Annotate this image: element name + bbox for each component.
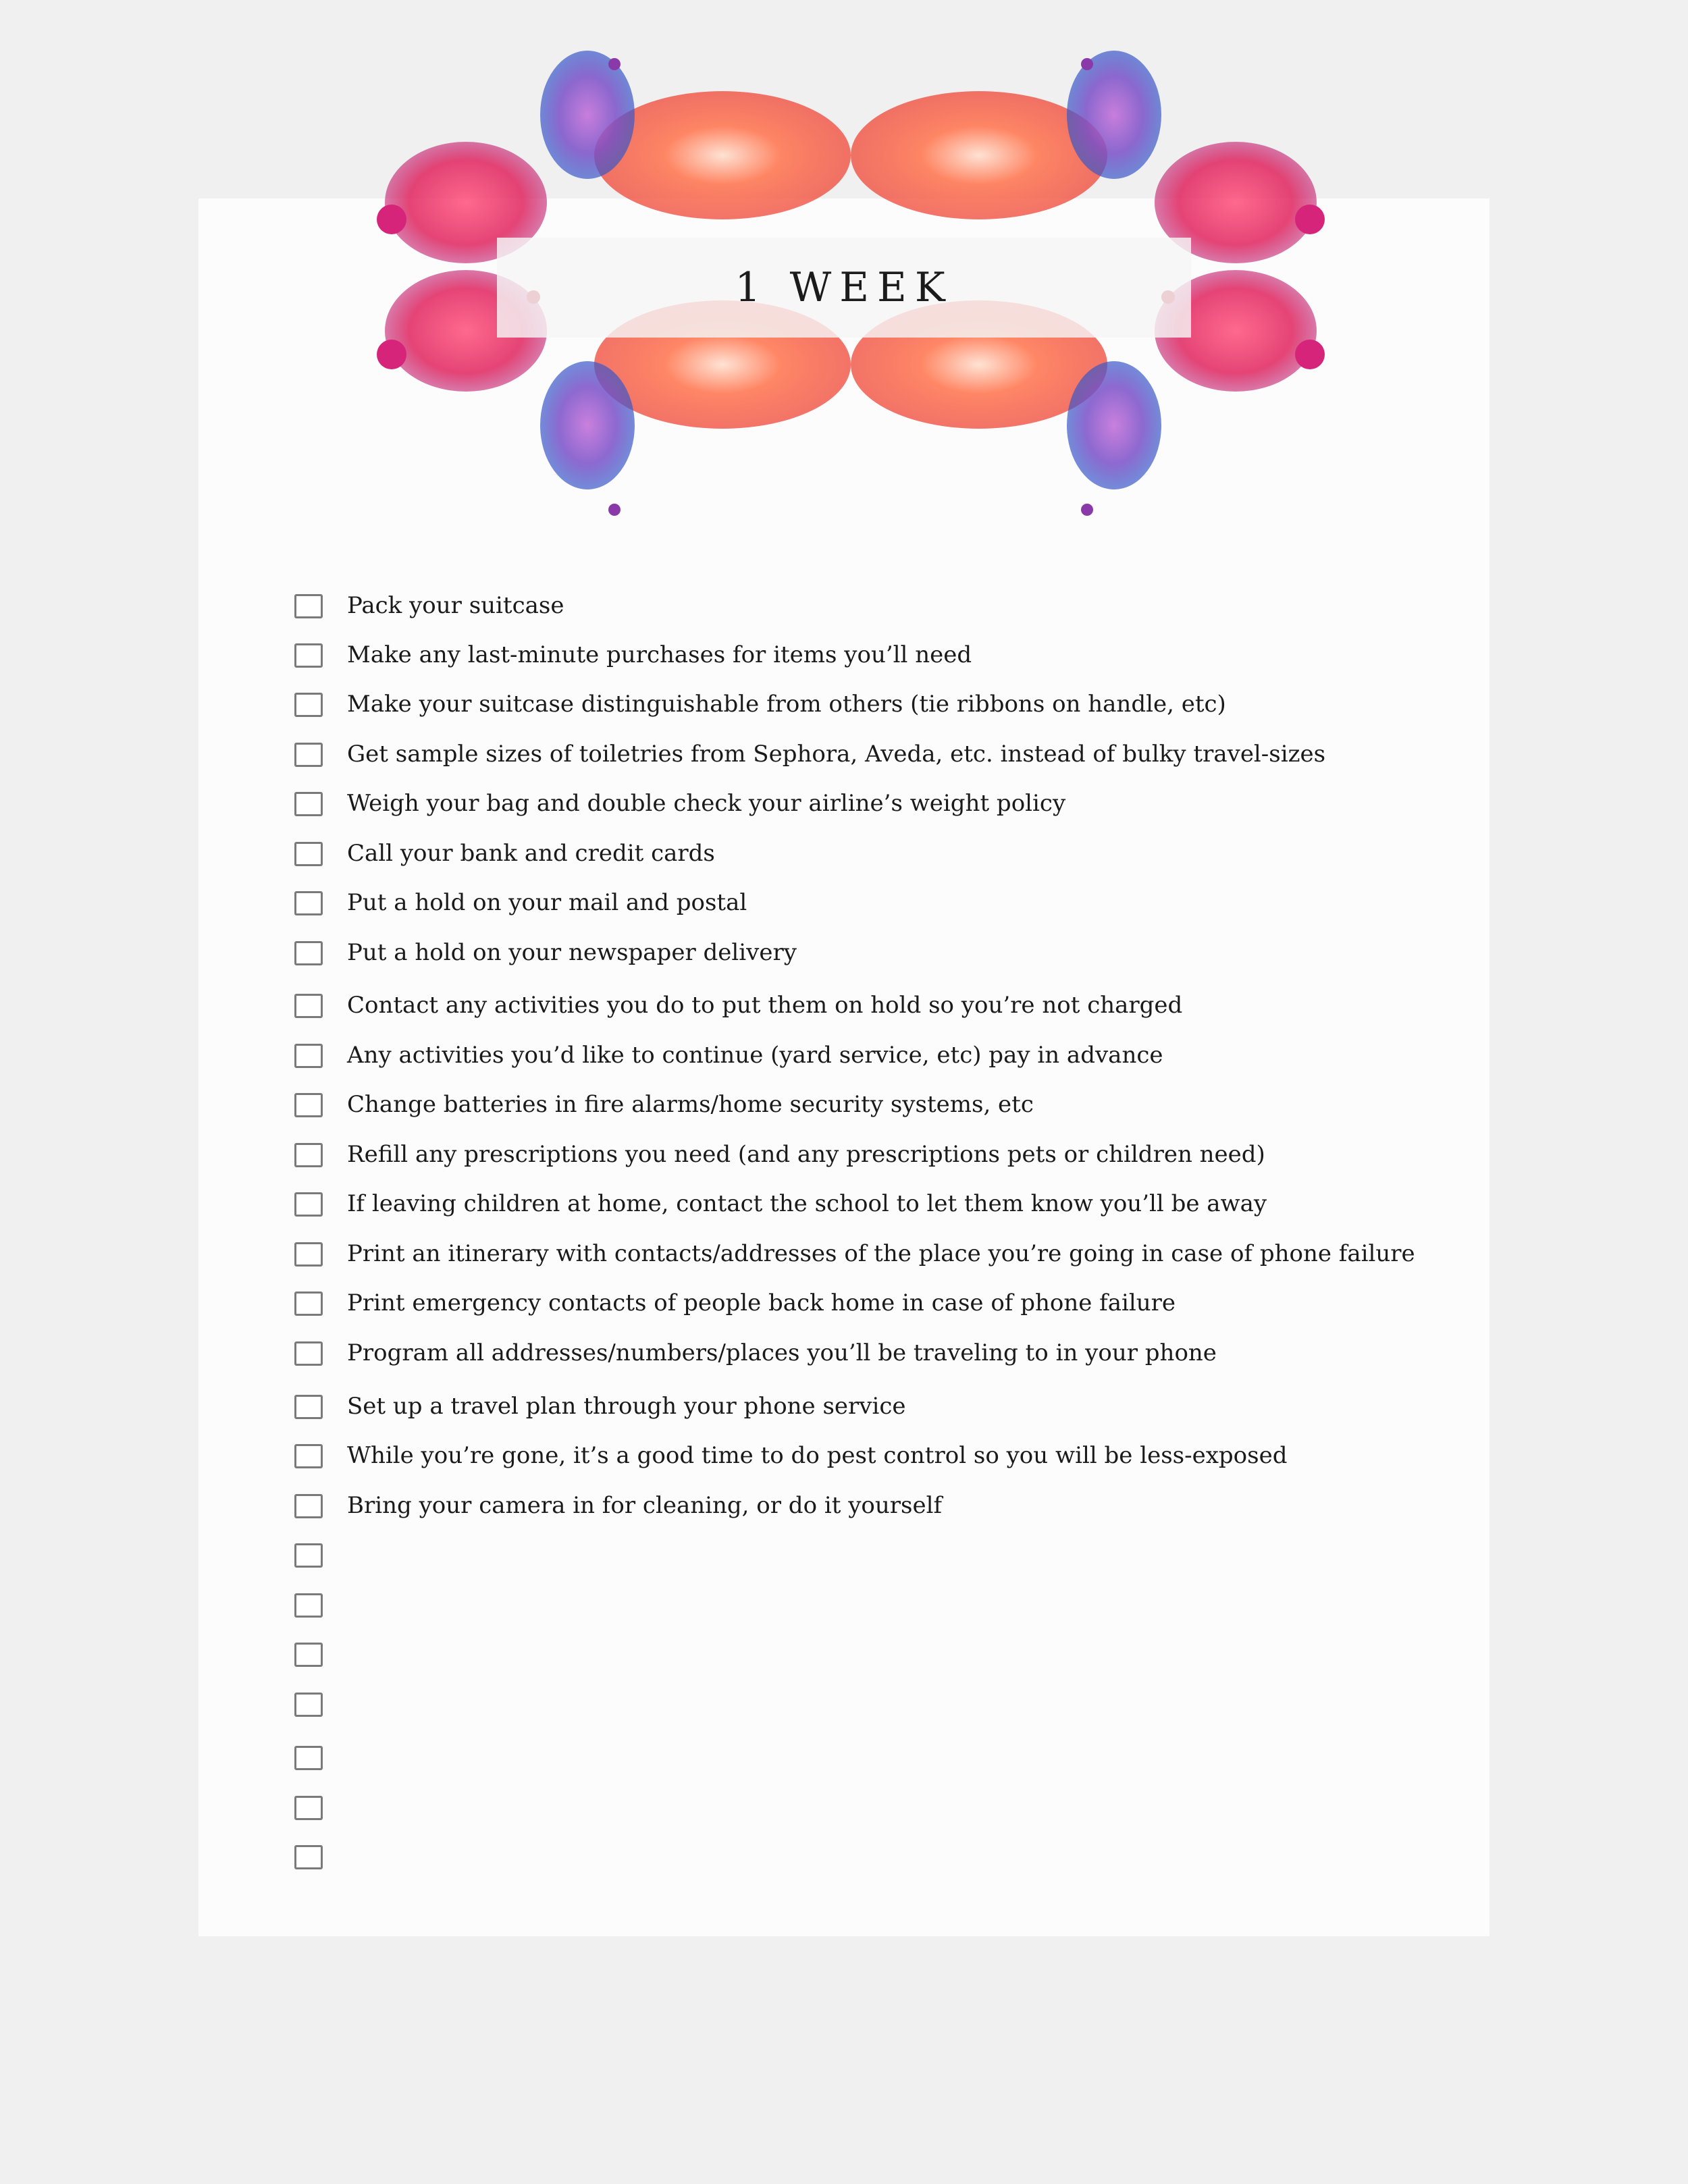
checklist-item-label: Pack your suitcase (347, 592, 564, 619)
checklist-item-label: Make your suitcase distinguishable from others (tie ribbons on handle, etc) (347, 691, 1226, 718)
magenta-dot (377, 340, 406, 369)
checklist-item (294, 994, 1375, 1026)
checklist-item-label: While you’re gone, it’s a good time to do pest control so you will be less-exposed (347, 1442, 1288, 1469)
checkbox[interactable] (294, 1143, 323, 1167)
checkbox[interactable] (294, 1291, 323, 1316)
checklist-item (294, 891, 1375, 924)
checklist-item-label: Program all addresses/numbers/places you’ll be traveling to in your phone (347, 1339, 1217, 1366)
checkbox[interactable] (294, 1093, 323, 1117)
checkbox[interactable] (294, 1796, 323, 1820)
checkbox[interactable] (294, 1746, 323, 1770)
checkbox[interactable] (294, 693, 323, 717)
checklist-item-label: Weigh your bag and double check your airline’s weight policy (347, 790, 1066, 817)
checklist-item (294, 1593, 1375, 1626)
checklist-item (294, 792, 1375, 824)
checkbox[interactable] (294, 891, 323, 915)
purple-dot (1081, 58, 1093, 70)
checkbox[interactable] (294, 1444, 323, 1468)
checklist-item (294, 1643, 1375, 1675)
checklist-item-label: Set up a travel plan through your phone service (347, 1393, 906, 1420)
purple-dot (608, 58, 621, 70)
checklist-item-label: Refill any prescriptions you need (and any prescriptions pets or children need) (347, 1141, 1265, 1168)
checklist-item (294, 1746, 1375, 1778)
checklist-item (294, 594, 1375, 627)
checkbox[interactable] (294, 1341, 323, 1366)
checkbox[interactable] (294, 1593, 323, 1618)
checklist-item (294, 1845, 1375, 1877)
checklist-item-label: Put a hold on your newspaper delivery (347, 939, 797, 966)
checklist-item (294, 1395, 1375, 1427)
checklist-item (294, 1796, 1375, 1828)
magenta-dot (1295, 205, 1325, 234)
title-banner (497, 238, 1191, 338)
checklist-item (294, 1543, 1375, 1576)
checkbox[interactable] (294, 643, 323, 668)
checklist-item (294, 1291, 1375, 1324)
checkbox[interactable] (294, 842, 323, 866)
checkbox[interactable] (294, 594, 323, 618)
page-title: 1 WEEK (735, 264, 953, 311)
checklist-item-label: Any activities you’d like to continue (yard service, etc) pay in advance (347, 1042, 1163, 1069)
checklist-item-label: Put a hold on your mail and postal (347, 889, 747, 916)
checklist-item (294, 1192, 1375, 1225)
checkbox[interactable] (294, 941, 323, 965)
checklist-item (294, 1444, 1375, 1476)
checkbox[interactable] (294, 1494, 323, 1518)
checklist-item-label: Bring your camera in for cleaning, or do it yourself (347, 1492, 943, 1519)
checklist-item (294, 1341, 1375, 1374)
checklist-item (294, 1143, 1375, 1175)
checklist-item (294, 743, 1375, 775)
checkbox[interactable] (294, 792, 323, 816)
checkbox[interactable] (294, 1192, 323, 1217)
purple-splash-br (1067, 361, 1161, 489)
checkbox[interactable] (294, 1242, 323, 1267)
checkbox[interactable] (294, 1543, 323, 1568)
purple-splash-bl (540, 361, 635, 489)
checkbox[interactable] (294, 1845, 323, 1869)
purple-dot (1081, 504, 1093, 516)
checklist-item (294, 842, 1375, 874)
checklist-item (294, 1494, 1375, 1526)
magenta-dot (377, 205, 406, 234)
checklist-item-label: Make any last-minute purchases for items you’ll need (347, 641, 972, 668)
magenta-dot (1295, 340, 1325, 369)
checkbox[interactable] (294, 994, 323, 1018)
checklist-item (294, 1093, 1375, 1125)
checklist-item (294, 1240, 1415, 1275)
checklist-item-label: Print emergency contacts of people back home in case of phone failure (347, 1289, 1176, 1316)
checklist-item-label: If leaving children at home, contact the school to let them know you’ll be away (347, 1190, 1267, 1217)
checklist-item-label: Contact any activities you do to put them on hold so you’re not charged (347, 992, 1183, 1019)
checklist-item (294, 941, 1375, 974)
checklist-item (294, 1044, 1375, 1076)
checkbox[interactable] (294, 1643, 323, 1667)
checklist-item-label: Call your bank and credit cards (347, 840, 715, 867)
checklist-item (294, 693, 1375, 725)
checklist-item-label: Get sample sizes of toiletries from Sephora, Aveda, etc. instead of bulky travel-sizes (347, 741, 1326, 768)
purple-splash-tr (1067, 51, 1161, 179)
checkbox[interactable] (294, 1693, 323, 1717)
checklist-item (294, 1693, 1375, 1725)
checkbox[interactable] (294, 743, 323, 767)
purple-dot (608, 504, 621, 516)
checkbox[interactable] (294, 1044, 323, 1068)
checklist-item-label: Change batteries in fire alarms/home security systems, etc (347, 1091, 1034, 1118)
checkbox[interactable] (294, 1395, 323, 1419)
checklist-item-label: Print an itinerary with contacts/addresses of the place you’re going in case of phone failure (347, 1240, 1415, 1267)
purple-splash-tl (540, 51, 635, 179)
checklist-item (294, 643, 1375, 676)
